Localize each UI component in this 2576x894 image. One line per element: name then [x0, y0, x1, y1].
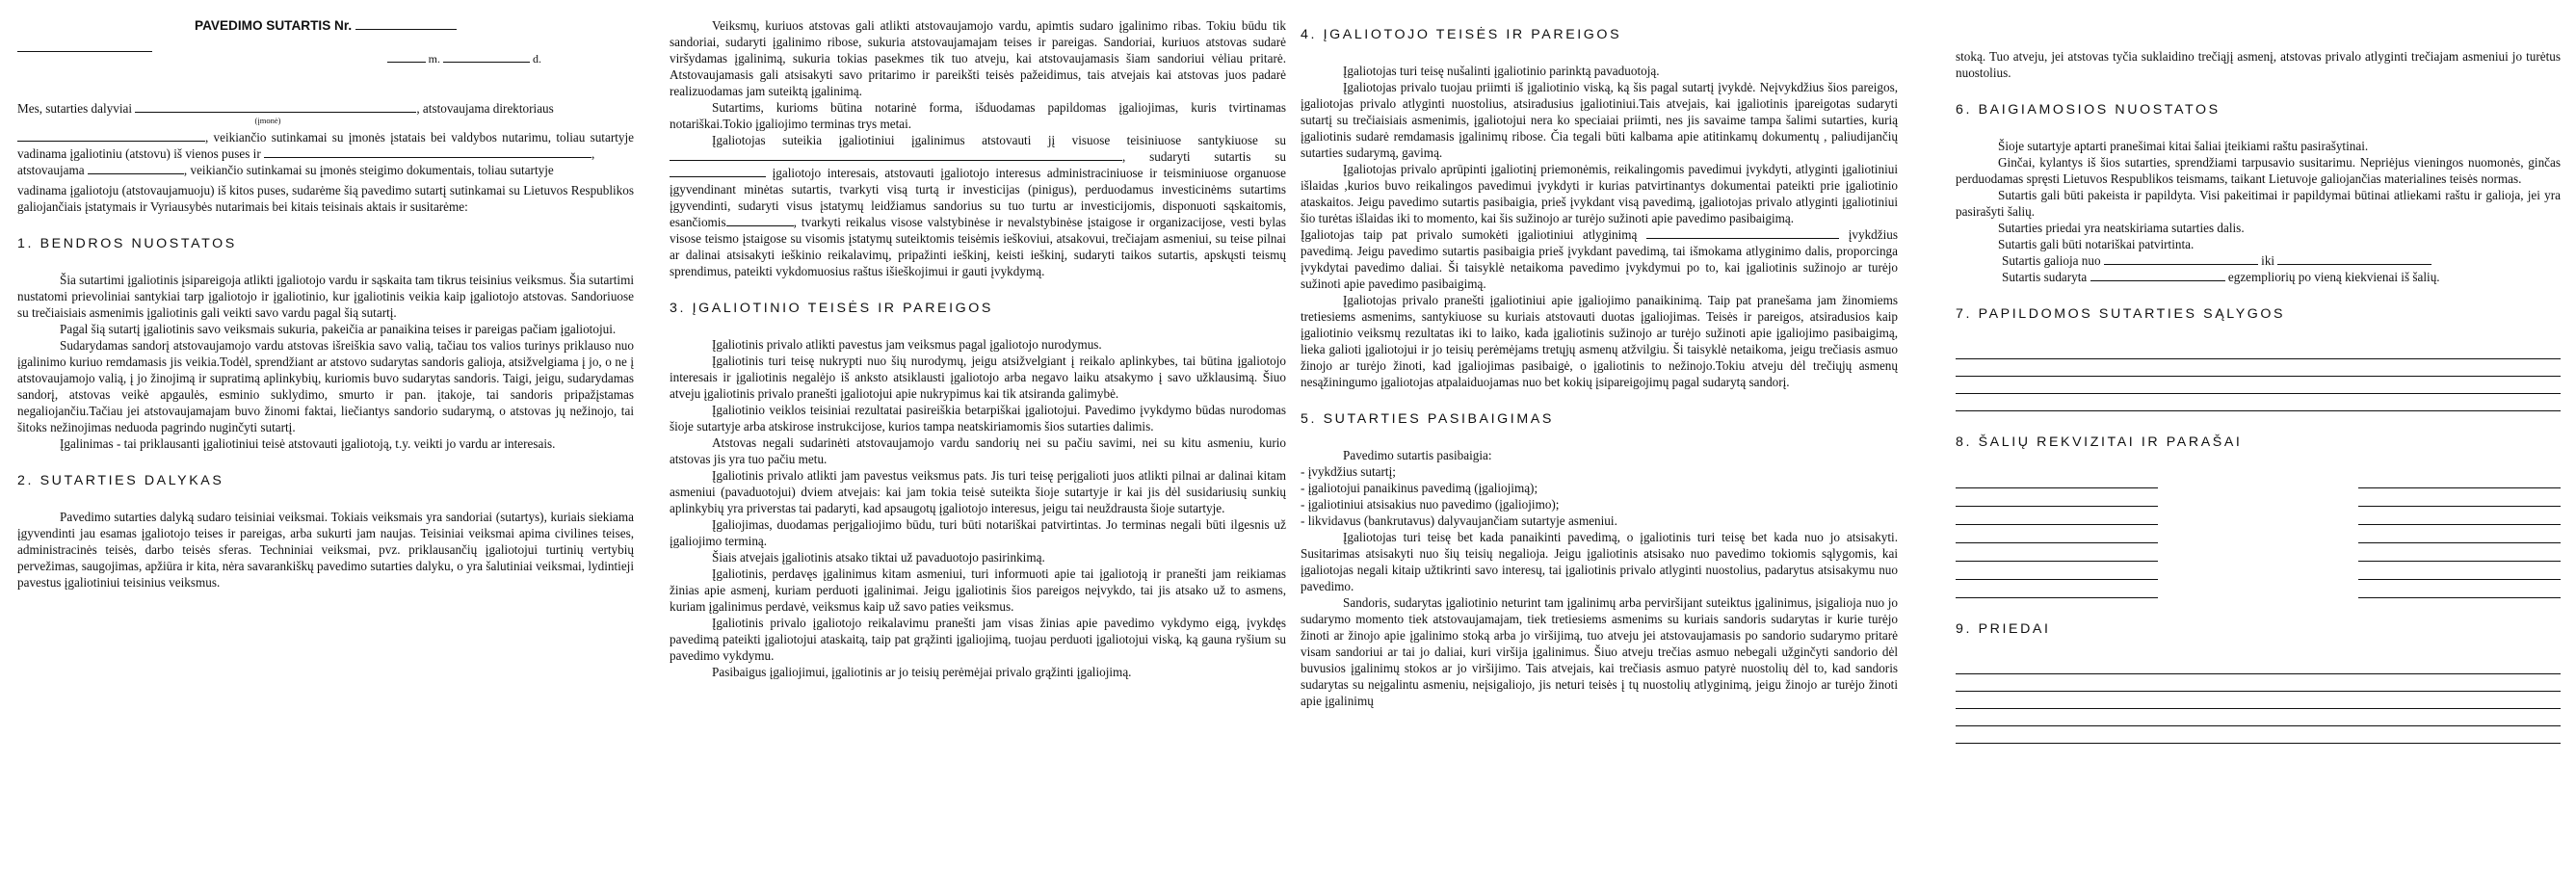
accounts-blank[interactable] — [726, 214, 794, 226]
s5-p3: Sandoris, sudarytas įgaliotinio neturint tam įgalinimų arba perviršijant suteiktus įgalinimus, įsigalioja nuo jo sudarymo momento tiek atstovaujamajam, tiek tretiesiems asmenims su kuriais sandoris sudarytas ir kurie turėjo žinoti ar žinojo apie įgalinimo stoką arba jo viršijimą, tuo atveju jei atstovaujamasis po sandorio sudarymo pritarė visam sandoriui ar tai jo daliai, kuri viršija įgalinimus. Šiuo atveju trečias asmuo nebegali užginčyti sandorio dėl buvusios įgalinimų stokos ar jo viršijimo. Tais atvejais, kai trečiasis asmuo patyrė nuostolių dėl to, kad sandoris sudarytas su neįgalintu asmeniu, neįsigaliojo, jis neturi teisės į tų nuostolių atlyginimą, jeigu žinojo ar turėjo žinoti apie įgalinimų — [1301, 595, 1898, 708]
party1-detail-line[interactable] — [1956, 562, 2158, 580]
additional-terms-lines — [1956, 342, 2561, 411]
blank-line[interactable] — [1956, 394, 2561, 411]
blank-line[interactable] — [1956, 359, 2561, 377]
s2-p1: Pavedimo sutarties dalyką sudaro teisiniai veiksmai. Tokiais veiksmais yra sandoriai (sutartys), kuriais siekiama įgyvendinti jau esamas įgaliotojo teises ir pareigas, arba sukurti jam naujas. Teisiniai veiksmai apima civilines teises, administracinės teisės, darbo teisės sferas. Techniniai veiksmai, pvz. priklausančių įgaliotojui turtinių vertybių pervežimas, saugojimas, apžiūra ir kita, nėra savarankiškų pavedimo sutarties dalyku, o yra šalutiniai veiksmai, lydintieji pavestus įgaliotiniui teisinius veiksmus. — [17, 510, 634, 590]
party2-detail-line[interactable] — [2358, 562, 2561, 580]
c2-p3: Įgaliotojas suteikia įgaliotiniui įgalinimus atstovauti jį visuose teisiniuose santykiuose su , sudaryti sutartis su įgaliotojo interesais, atstovauti įgaliotojo interesus administraciniuose ir teisminiuose organuose įgyvendinant minėtas sutartis, tvarkyti visą turtą ir investicijas (pinigus), perduodamus investicinėms sutartims įgyvendinti, sudaryti visus įstatymų leidžiamus sandorius su tuo turtu ar investicijomis, disponuoti sąskaitomis, esančiomis , tvarkyti reikalus visose valstybinėse ir nevalstybinėse įstaigose ir organizacijose, vesti bylas visose teismo įstaigose su visomis įstatymų suteiktomis teisėmis ieškoviui, atsakovui, trečiajam asmeniui, su teise pilnai ar dalinai atsisakyti ieškinio reikalavimų, pripažinti ieškinį, keisti ieškinį, sudaryti taikos sutartis, apskųsti teismų sprendimus, pateikti vykdomuosius raštus išieškojimui ir gauti įvykdymą. — [670, 133, 1286, 278]
c4-p1: stoką. Tuo atveju, jei atstovas tyčia suklaidino trečiąjį asmenį, atstovas privalo atlyginti trečiajam asmeniui jo turėtus nuostolius. — [1956, 49, 2561, 80]
party1-detail-line[interactable] — [1956, 470, 2158, 488]
s6-p3: Sutartis gali būti pakeista ir papildyta. Visi pakeitimai ir papildymai būtinai atliekami raštu ir galioja, jei yra pasirašyti šalių. — [1956, 188, 2561, 219]
date-month-blank[interactable] — [443, 50, 530, 63]
section-9-heading: 9. PRIEDAI — [1956, 621, 2051, 637]
s3-p7: Šiais atvejais įgaliotinis atsako tiktai už pavaduotojo pasirinkimą. — [712, 550, 1045, 565]
s1-p3: Sudarydamas sandorį atstovaujamojo vardu atstovas išreiškia savo valią, tačiau tos valios turinys priklauso nuo įgalinimo kuriuo remdamasis jis veikia.Todėl, sprendžiant ar atstovo sudarytas sandoris galioja, atsižvelgiama į jo, o ne į atstovaujamojo valią, į jo žinojimą ir supratimą aplinkybių, kuriomis buvo sudarytas sandoris. Taigi, jeigu, sudarydamas sandorį, atstovas veikė apgaulės, esminio suklydimo, smurto ir pan. įtakoje, tai sandoris pripažįstamas negaliojančiu.Tačiau jei atstovaujamajam buvo žinomi faktai, liečiantys sandorio sudarymą, o atstovas jų nežinojo, tai šitoks nežinojimas neduoda pagrindo nuginčyti sutartį. — [17, 338, 634, 434]
s5-p1: Pavedimo sutartis pasibaigia: — [1343, 448, 1492, 462]
s3-p1: Įgaliotinis privalo atlikti pavestus jam veiksmus pagal įgaliotojo nurodymus. — [712, 337, 1102, 352]
s3-p6: Įgaliojimas, duodamas perįgaliojimo būdu, turi būti notariškai patvirtintas. Jo terminas negali būti ilgesnis už įgaliojimo terminą. — [670, 517, 1286, 548]
intro-line-1: Mes, sutarties dalyviai , atstovaujama direktoriaus — [17, 101, 554, 116]
attachments-lines — [1956, 657, 2561, 744]
caption-company: (įmonė) — [254, 116, 281, 125]
s5-p2: Įgaliotojas turi teisę bet kada panaikinti pavedimą, o įgaliotinis turi teisę bet kada nuo jo atsisakyti. Susitarimas atsisakyti nuo šių teisių negalioja. Jeigu įgaliotinis atsisako nuo pavedimo tokiomis sąlygomis, kai įgaliotojas negali kitaip užtikrinti savo interesų, tai įgaliotinis privalo atlyginti nuostolius, padarytus atsisakymu nuo pavedimo. — [1301, 530, 1898, 593]
s6-p4: Sutarties priedai yra neatskiriama sutarties dalis. — [1998, 221, 2245, 235]
intro-line-4: vadinama įgaliotoju (atstovaujamuoju) iš kitos puses, sudarėme šią pavedimo sutartį sutinkamai su Lietuvos Respublikos galiojančiais įstatymais ir Vyriausybės nutarimais bei kitais teisinais aktais ir susitarėme: — [17, 183, 634, 214]
s3-p8: Įgaliotinis, perdavęs įgalinimus kitam asmeniui, turi informuoti apie tai įgaliotoją ir pranešti jam reikiamas žinias apie asmenį, kuriam perduoti įgalinimai. Jeigu įgaliotinis šios pareigos neįvykdo, tai jis atsako už to asmens, kuriam įgalinimus perdavė, veiksmus kaip už savo paties veiksmus. — [670, 566, 1286, 614]
fee-blank[interactable] — [1646, 226, 1839, 239]
blank-line[interactable] — [1956, 692, 2561, 709]
document-title: PAVEDIMO SUTARTIS Nr. — [17, 17, 634, 34]
s6-p5: Sutartis gali būti notariškai patvirtinta. — [1998, 237, 2195, 251]
s3-p9: Įgaliotinis privalo įgaliotojo reikalavimu pranešti jam visas žinias apie pavedimo vykdymo eigą, įvykdęs pavedimą pateikti įgaliotojui ataskaitą, taip pat grąžinti įgaliojimą, tuojau perduoti įgaliotojui viską, ką gauna ryšium su pavedimo vykdymu. — [670, 616, 1286, 663]
blank-line[interactable] — [1956, 342, 2561, 359]
intro-line-2: , veikiančio sutinkamai su įmonės įstatais bei valdybos nutarimu, toliau sutartyje vadinama įgaliotiniu (atstovu) iš vienos puses ir , — [17, 130, 634, 161]
party1-blank[interactable] — [135, 100, 416, 113]
s3-p2: Įgaliotinis turi teisę nukrypti nuo šių nurodymų, jeigu atsižvelgiant į reikalo aplinkybes, tai būtina įgaliotojo interesais ir įgaliotinis negalėjo iš anksto atsiklausti įgaliotojo arba negavo laiku atsakymo į savo užklausimą. Šiuo atveju įgaliotinis privalo pranešti įgaliotojui apie nukrypimus kai tik atsiranda galimybė. — [670, 354, 1286, 401]
s5-item: - įvykdžius sutartį; — [1301, 464, 1396, 479]
section-1-heading: 1. BENDROS NUOSTATOS — [17, 236, 237, 251]
section-5-heading: 5. SUTARTIES PASIBAIGIMAS — [1301, 411, 1554, 427]
section-3-heading: 3. ĮGALIOTINIO TEISĖS IR PAREIGOS — [670, 301, 993, 316]
s1-p2: Pagal šią sutartį įgaliotinis savo veiksmais sukuria, pakeičia ar panaikina teises ir pareigas pačiam įgaliotojui. — [60, 322, 617, 336]
column-4 — [1956, 17, 2561, 744]
s6-p6: Sutartis galioja nuo iki — [1956, 252, 2561, 269]
s4-p1: Įgaliotojas turi teisę nušalinti įgaliotinio parinktą pavaduotoją. — [1343, 64, 1660, 78]
party1-detail-line[interactable] — [1956, 488, 2158, 507]
intro-line-3: atstovaujama , veikiančio sutinkamai su įmonės steigimo dokumentais, toliau sutartyje — [17, 163, 554, 177]
copies-blank[interactable] — [2090, 269, 2225, 281]
blank-line[interactable] — [1956, 674, 2561, 692]
section-4-heading: 4. ĮGALIOTOJO TEISĖS IR PAREIGOS — [1301, 27, 1622, 42]
director-blank[interactable] — [17, 129, 205, 142]
party1-detail-line[interactable] — [1956, 580, 2158, 598]
s4-p4: Įgaliotojas taip pat privalo sumokėti įgaliotiniui atlyginimą įvykdžius pavedimą. Jeigu pavedimo sutartis pasibaigia prieš įvykdant pavedimą, tai išmokama atlyginimo dalis, proporcinga įvykdytai pavedimo daliai. Ši taisyklė netaikoma pavedimo įvykdymui po to, kai įgaliotinis sužinojo ar turėjo sužinoti apie pavedimo pasibaigimą. — [1301, 227, 1899, 291]
s5-item: - likvidavus (bankrutavus) dalyvaujančiam sutartyje asmeniui. — [1301, 513, 1617, 528]
party1-detail-line[interactable] — [1956, 543, 2158, 562]
s4-p3: Įgaliotojas privalo aprūpinti įgaliotinį priemonėmis, reikalingomis pavedimui įvykdyti, atlyginti įgaliotiniui išlaidas ,kurios buvo reikalingos pavedimui įvykdyti ir kurias patvirtinantys dokumentai pateikti prie įgaliotinio ataskaitos. Jeigu pavedimo sutartis pasibaigia, prieš įvykdant visą pavedimą, įgaliotojas privalo atlyginti įgaliotiniui šio turėtas išlaidas iki to momento, kai šis sužinojo ar turėjo sužinoti apie pavedimo pasibaigimą. — [1301, 162, 1898, 225]
s3-p4: Atstovas negali sudarinėti atstovaujamojo vardu sandorių nei su pačiu savimi, nei su kitu asmeniu, kurio atstovas jis yra tuo pačiu metu. — [670, 435, 1286, 466]
s5-item: - įgaliotojui panaikinus pavedimą (įgaliojimą); — [1301, 481, 1538, 495]
blank-line[interactable] — [1956, 709, 2561, 726]
party2-detail-line[interactable] — [2358, 580, 2561, 598]
column-1 — [17, 17, 634, 591]
contracts-blank[interactable] — [670, 165, 766, 177]
column-2 — [670, 17, 1286, 680]
party2-detail-line[interactable] — [2358, 507, 2561, 525]
s1-p1: Šia sutartimi įgaliotinis įsipareigoja atlikti įgaliotojo vardu ir sąskaita tam tikrus teisinius veiksmus. Šia sutartimi nustatomi prievoliniai santykiai tarp įgaliotojo ir įgaliotinio, kur įgaliotinis veikia kaip įgaliotojo atstovas. Sandoriuose su trečiaisiais asmenimis įgaliotinis gali veikti savo vardu pagal šią sutartį. — [17, 273, 634, 320]
s4-p5: Įgaliotojas privalo pranešti įgaliotiniui apie įgaliojimo panaikinimą. Taip pat pranešama jam žinomiems tretiesiems asmenims, santykiuose su kuriais atstovauti duotas įgaliojimas. Teisės ir pareigos, atsiradusios kaip įgaliotinio veiksmų rezultatas iki to laiko, kada įgaliotinis sužinojo ar turėjo sužinoti apie įgaliojimo pasibaigimą, lieka galioti įgaliotojui ir jo teisių perėmėjams tretųjų asmenų atžvilgiu. Ši taisyklė netaikoma, jeigu trečiasis asmuo žinojo ar turėjo žinoti, kad įgaliojimas pasibaigė, o įgaliotinis to nežinojo.Tokiu atveju dėl trečiųjų asmenų nesąžiningumo įgaliotojas atpalaiduojamas nuo bet kokių įsipareigojimų pagal sudarytą sandorį. — [1301, 293, 1898, 389]
s3-p5: Įgaliotinis privalo atlikti jam pavestus veiksmus pats. Jis turi teisę perįgalioti juos atlikti pilnai ar dalinai kitam asmeniui (pavaduotojui) dviem atvejais: kai jam tokia teisė suteikta šioje sutartyje ir kai jis dėl susidariusių sunkių aplinkybių yra priverstas tai padaryti, kad apsaugotų įgaliotojo interesus, jeigu tai neuždrausta šioje sutartyje. — [670, 468, 1286, 515]
party1-detail-line[interactable] — [1956, 507, 2158, 525]
s4-p2: Įgaliotojas privalo tuojau priimti iš įgaliotinio viską, ką šis pagal sutartį įvykdė. Neįvykdžius šios pareigos, įgaliotojas privalo atlyginti nuostolius, atsiradusius įgaliotiniui.Tais atvejais, kai įgaliotinis įpareigotas sudaryti sutartį su trečiaisiais asmenimis, įgaliotojui nera ko speciaiai priimti, nes jis savaime tampa šalimi sutarties, kurią įgaliotinis sudarė remdamasis įgalinimų ribose. Čia tegali būti kalbama apie atitinkamų dokumentų , paliudijančių sutarties sudarymą, gavimą. — [1301, 80, 1898, 160]
s1-p4: Įgalinimas - tai priklausanti įgaliotiniui teisė atstovauti įgaliotoją, t.y. veikti jo vardu ar interesais. — [60, 436, 556, 451]
relations-blank[interactable] — [670, 148, 1122, 161]
contract-number-blank[interactable] — [355, 17, 457, 30]
s6-p1: Šioje sutartyje aptarti pranešimai kitai šaliai įteikiami raštu pasirašytinai. — [1998, 139, 2369, 153]
s3-p3: Įgaliotinio veiklos teisiniai rezultatai pasireiškia betarpiškai įgaliotojui. Pavedimo įvykdymo būdas nurodomas šioje sutartyje arba atskirose instrukcijose, kurios tampa neatskiriamomis šios sutarties dalimis. — [670, 403, 1286, 434]
column-3 — [1301, 17, 1898, 709]
c2-p1: Veiksmų, kuriuos atstovas gali atlikti atstovaujamojo vardu, apimtis sudaro įgalinimo ribas. Tokiu būdu tik sandoriai, sudaryti įgalinimo ribose, sukuria atstovaujamajam teises ir pareigas. Sandoriai, kuriuos atstovas sudarė viršydamas įgalinimą, sukuria tokias pasekmes tik tuo atveju, kai atstovaujamasis šiam sandoriui vėliau pritarė. Atstovaujamasis gali atsisakyti savo pritarimo ir pareikšti teisės pažeidimus, tais atvejais kai atstovas juos padarė realizuodamas jam suteiktą įgalinimą. — [670, 18, 1286, 98]
party2-detail-line[interactable] — [2358, 525, 2561, 543]
party1-detail-line[interactable] — [1956, 525, 2158, 543]
section-6-heading: 6. BAIGIAMOSIOS NUOSTATOS — [1956, 102, 2221, 118]
date-year-blank[interactable] — [387, 50, 426, 63]
s5-item: - įgaliotiniui atsisakius nuo pavedimo (įgaliojimo); — [1301, 497, 1560, 512]
date-line: m. d. — [17, 50, 541, 67]
party2-blank[interactable] — [264, 145, 591, 158]
s6-p2: Ginčai, kylantys iš šios sutarties, sprendžiami tarpusavio susitarimu. Nepriėjus vieningos nuomonės, ginčas perduodamas spręsti Lietuvos Respublikos teismams, taikant Lietuvoje galiojančias materialines teisės normas. — [1956, 155, 2561, 186]
valid-until-blank[interactable] — [2277, 252, 2431, 265]
party2-detail-line[interactable] — [2358, 488, 2561, 507]
s3-p10: Pasibaigus įgaliojimui, įgaliotinis ar jo teisių perėmėjai privalo grąžinti įgaliojimą. — [712, 665, 1132, 679]
section-7-heading: 7. PAPILDOMOS SUTARTIES SĄLYGOS — [1956, 306, 2286, 322]
blank-line[interactable] — [1956, 726, 2561, 744]
valid-from-blank[interactable] — [2104, 252, 2258, 265]
s6-p7: Sutartis sudaryta egzempliorių po vieną kiekvienai iš šalių. — [2002, 270, 2440, 284]
signature-block — [1956, 470, 2561, 598]
blank-line[interactable] — [1956, 657, 2561, 674]
c2-p2: Sutartims, kurioms būtina notarinė forma, išduodamas papildomas įgaliojimas, kuris tvirtinamas notariškai.Tokio įgaliojimo terminas trys metai. — [670, 100, 1286, 131]
party2-detail-line[interactable] — [2358, 543, 2561, 562]
blank-line[interactable] — [1956, 377, 2561, 394]
section-8-heading: 8. ŠALIŲ REKVIZITAI IR PARAŠAI — [1956, 434, 2243, 450]
rep2-blank[interactable] — [88, 162, 184, 174]
party2-detail-line[interactable] — [2358, 470, 2561, 488]
section-2-heading: 2. SUTARTIES DALYKAS — [17, 473, 224, 488]
